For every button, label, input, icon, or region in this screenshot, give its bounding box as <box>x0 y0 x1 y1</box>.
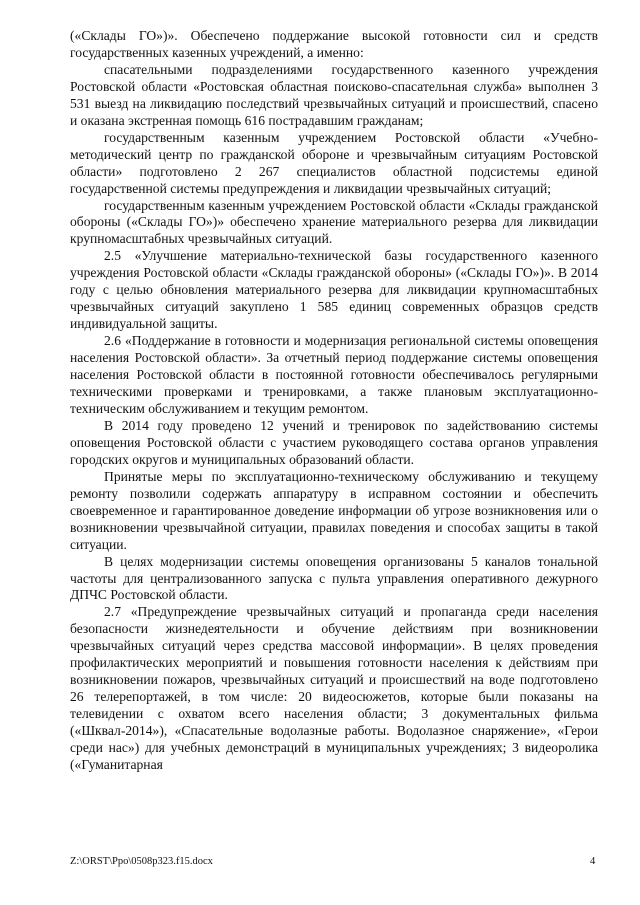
paragraph-section-2-6: 2.6 «Поддержание в готовности и модернизация региональной системы оповещения населения Ростовской области». За отчетный период поддержание системы оповещения населения Ростовской области в постоянной готовности обеспечивалось регулярными техническими проверками и тренировками, а также плановым эксплуатационно-техническим обслуживанием и текущим ремонтом. <box>70 333 598 416</box>
footer-file-path: Z:\ORST\Ppo\0508p323.f15.docx <box>70 856 213 867</box>
paragraph-modernization: В целях модернизации системы оповещения организованы 5 каналов тональной частоты для централизованного запуска с пульта управления оперативного дежурного ДПЧС Ростовской области. <box>70 553 598 603</box>
paragraph-section-2-5: 2.5 «Улучшение материально-технической базы государственного казенного учреждения Ростовской области «Склады гражданской обороны» («Склады ГО»)». В 2014 году с целью обновления материального резерва для ликвидации крупномасштабных чрезвычайных ситуаций закуплено 1 585 единиц современных образцов средств индивидуальной защиты. <box>70 248 598 332</box>
document-body <box>70 28 598 774</box>
page-number: 4 <box>590 856 596 867</box>
paragraph-section-2-7: 2.7 «Предупреждение чрезвычайных ситуаций и пропаганда среди населения безопасности жизнедеятельности и обучение действиям при возникновении чрезвычайных ситуаций через средства массовой информации». В целях проведения профилактических мероприятий и повышения готовности населения к действиям при возникновении пожаров, чрезвычайных ситуаций и происшествий на воде подготовлено 26 телерепортажей, в том числе: 20 видеосюжетов, которые были показаны на телевидении с охватом всего населения области; 3 документальных фильма («Шквал-2014»), «Спасательные водолазные работы. Водолазное снаряжение», «Герои среди нас») для учебных демонстраций в муниципальных учреждениях; 3 видеоролика («Гуманитарная <box>70 604 598 772</box>
paragraph-civil-defense-warehouses: государственным казенным учреждением Ростовской области «Склады гражданской обороны («Склады ГО»)» обеспечено хранение материального резерва для ликвидации крупномасштабных чрезвычайных ситуаций. <box>70 197 598 247</box>
paragraph-maintenance-measures: Принятые меры по эксплуатационно-техническому обслуживанию и текущему ремонту позволили содержать аппаратуру в исправном состоянии и обеспечить своевременное и гарантированное доведение информации об угрозе возникновения или о возникновении чрезвычайной ситуации, правилах поведения и способах защиты в такой ситуации. <box>70 468 598 552</box>
paragraph-exercises: В 2014 году проведено 12 учений и тренировок по задействованию системы оповещения Ростовской области с участием руководящего состава органов управления городских округов и муниципальных образований области. <box>70 417 598 467</box>
paragraph-training-center: государственным казенным учреждением Ростовской области «Учебно-методический центр по гражданской обороне и чрезвычайным ситуациям Ростовской области» подготовлено 2 267 специалистов областной подсистемы единой государственной системы предупреждения и ликвидации чрезвычайных ситуаций; <box>70 129 598 196</box>
paragraph-rescue-service: спасательными подразделениями государственного казенного учреждения Ростовской области «Ростовская областная поисково-спасательная служба» выполнен 3 531 выезд на ликвидацию последствий чрезвычайных ситуаций и происшествий, спасено и оказана экстренная помощь 616 пострадавшим гражданам; <box>70 61 598 128</box>
paragraph-continuation: («Склады ГО»)». Обеспечено поддержание высокой готовности сил и средств государственных казенных учреждений, а именно: <box>70 28 598 60</box>
